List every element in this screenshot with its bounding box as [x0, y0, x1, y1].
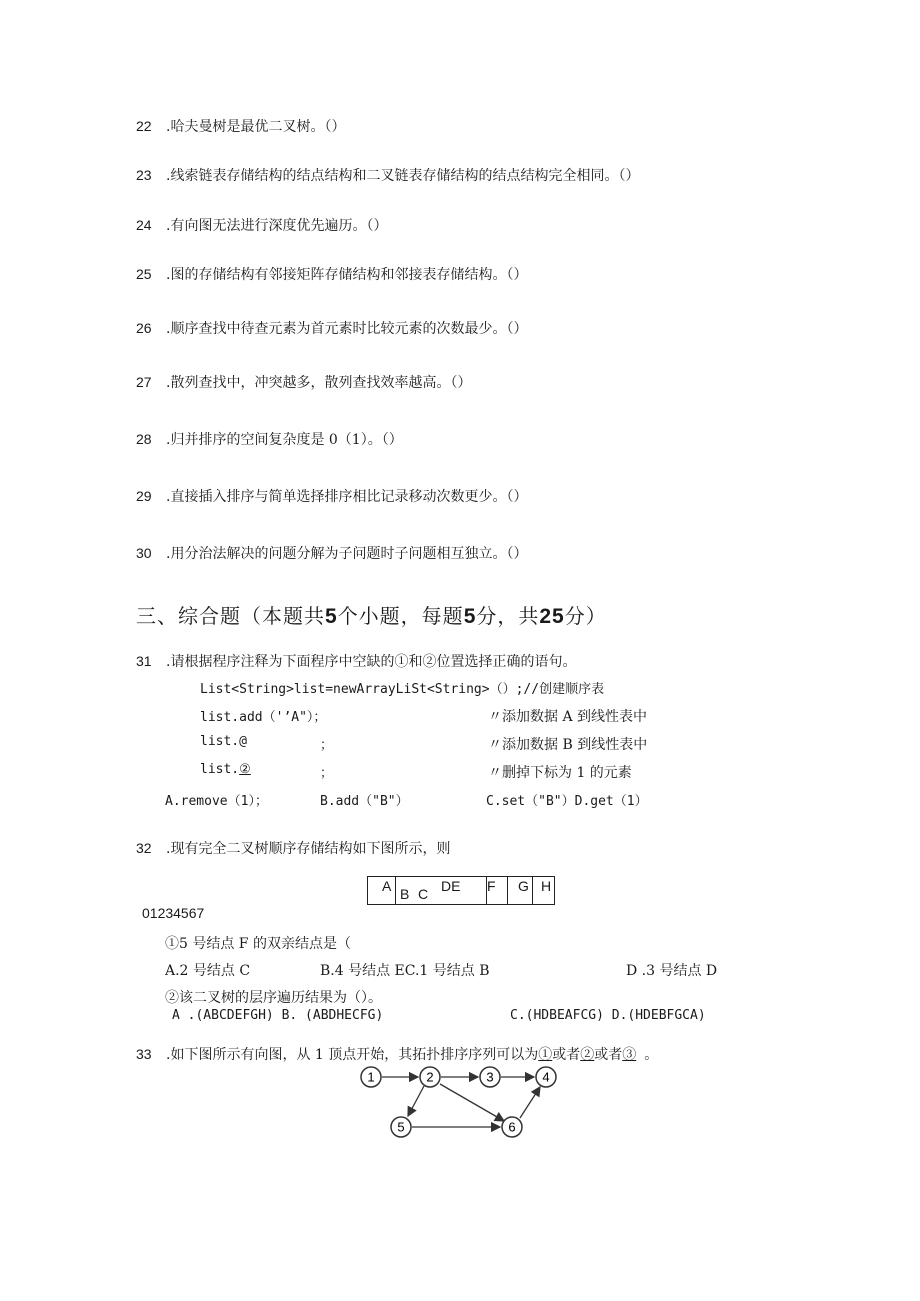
question-text: .直接插入排序与简单选择排序相比记录移动次数更少。（） [166, 489, 528, 505]
question-29 [136, 486, 527, 506]
sub2-option-cd: C.(HDBEAFCG) D.(HDEBFGCA) [510, 1008, 706, 1023]
directed-graph [350, 1060, 570, 1148]
question-30 [136, 543, 527, 563]
blank-mark-2: ② [239, 762, 251, 777]
question-number: 24 [136, 217, 152, 233]
question-23 [136, 165, 639, 185]
blank-mark-1: ① [538, 1047, 553, 1063]
edge-6-4 [520, 1087, 540, 1118]
code-line-4-end: ； [320, 766, 334, 781]
array-cell: F [487, 878, 496, 894]
question-28 [136, 429, 403, 449]
question-number: 26 [136, 320, 152, 336]
array-cell: DE [441, 878, 461, 894]
option-a: A.remove（1）； [165, 794, 268, 809]
array-cell: H [541, 878, 552, 894]
question-text: .哈夫曼树是最优二叉树。（） [166, 119, 346, 135]
question-number: 33 [136, 1046, 152, 1062]
sub-question-2: ②该二叉树的层序遍历结果为（）。 [165, 990, 382, 1006]
array-cell: G [518, 878, 529, 894]
sub1-option-bc: B.4 号结点 EC.1 号结点 B [320, 963, 490, 979]
question-number: 23 [136, 167, 152, 183]
question-number: 30 [136, 545, 152, 561]
array-cell: A [382, 878, 392, 894]
code-line-2: list.add（'’A"）； [200, 710, 327, 725]
question-27 [136, 372, 471, 392]
question-text: .请根据程序注释为下面程序中空缺的①和②位置选择正确的语句。 [166, 654, 577, 670]
sub1-option-a: A.2 号结点 C [165, 963, 251, 979]
code-comment-3: 〃添加数据 B 到线性表中 [488, 737, 648, 753]
graph-node-3 [480, 1067, 500, 1087]
code-line-4: list.② [200, 762, 251, 777]
question-31 [136, 651, 576, 671]
array-cell: C [418, 886, 429, 902]
code-comment-4: 〃删掉下标为 1 的元素 [488, 765, 632, 781]
graph-node-5 [391, 1117, 411, 1137]
question-number: 31 [136, 653, 152, 669]
graph-node-1 [361, 1067, 381, 1087]
section-heading: 三、综合题（本题共5个小题，每题5分，共25分） [136, 604, 607, 628]
option-b: B.add（"B"） [320, 794, 409, 809]
edge-2-5 [408, 1086, 424, 1116]
sub-question-1: ①5 号结点 F 的双亲结点是（ [165, 936, 351, 952]
svg-text:4: 4 [542, 1069, 550, 1085]
question-number: 27 [136, 374, 152, 390]
question-number: 22 [136, 118, 152, 134]
graph-node-6 [502, 1117, 522, 1137]
question-text: .图的存储结构有邻接矩阵存储结构和邻接表存储结构。（） [166, 267, 528, 283]
question-text: .顺序查找中待查元素为首元素时比较元素的次数最少。（） [166, 321, 528, 337]
sub2-option-ab: A .(ABCDEFGH) B. (ABDHECFG) [172, 1008, 384, 1023]
graph-node-4 [536, 1067, 556, 1087]
option-cd: C.set（"B"）D.get（1） [486, 794, 648, 809]
question-text: .散列查找中，冲突越多，散列查找效率越高。（） [166, 375, 472, 391]
question-number: 32 [136, 840, 152, 856]
question-22 [136, 116, 345, 136]
svg-text:5: 5 [397, 1119, 405, 1135]
question-text: .归并排序的空间复杂度是 0（1）。（） [166, 432, 403, 448]
question-24 [136, 215, 387, 235]
question-text: .如下图所示有向图，从 1 顶点开始，其拓扑排序序列可以为 [166, 1047, 539, 1063]
svg-text:6: 6 [508, 1119, 516, 1135]
sub1-option-d: D .3 号结点 D [626, 963, 718, 979]
question-32 [136, 838, 450, 858]
question-text: .现有完全二叉树顺序存储结构如下图所示，则 [166, 841, 451, 857]
blank-mark-3: ③ [622, 1047, 637, 1063]
array-indices: 01234567 [142, 905, 205, 921]
question-number: 29 [136, 488, 152, 504]
code-line-3: list.@ [200, 734, 247, 749]
question-33: 33 .如下图所示有向图，从 1 顶点开始，其拓扑排序序列可以为①或者②或者③ 。 [136, 1046, 659, 1063]
question-text: .线索链表存储结构的结点结构和二叉链表存储结构的结点结构完全相同。（） [166, 168, 640, 184]
svg-text:2: 2 [426, 1069, 434, 1085]
question-number: 28 [136, 431, 152, 447]
blank-mark-2: ② [580, 1047, 595, 1063]
code-line-3-end: ； [320, 738, 334, 753]
array-table [367, 876, 555, 905]
question-number: 25 [136, 266, 152, 282]
graph-node-2 [420, 1067, 440, 1087]
svg-text:1: 1 [367, 1069, 375, 1085]
question-text: .有向图无法进行深度优先遍历。（） [166, 218, 388, 234]
question-25 [136, 264, 527, 284]
svg-text:3: 3 [486, 1069, 494, 1085]
code-line-1: List<String>list=newArrayLiSt<String>（）;//创建顺序表 [200, 682, 605, 697]
question-text: .用分治法解决的问题分解为子问题时子问题相互独立。（） [166, 546, 528, 562]
edge-2-6 [440, 1084, 504, 1121]
question-26 [136, 318, 527, 338]
array-cell: B [400, 886, 410, 902]
code-comment-2: 〃添加数据 A 到线性表中 [488, 709, 648, 725]
